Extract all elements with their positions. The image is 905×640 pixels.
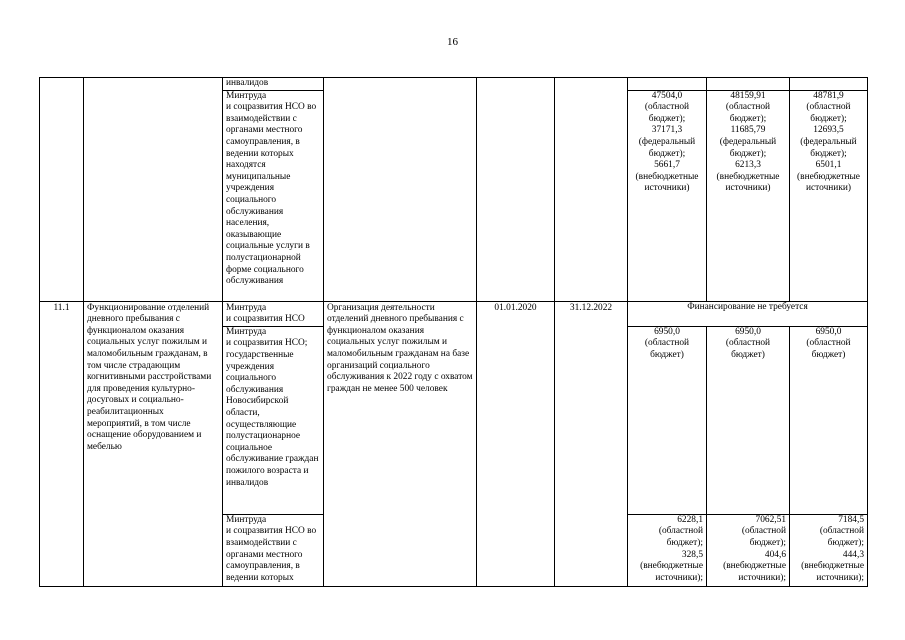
table-row <box>40 78 868 91</box>
cell-financing-none: Финансирование не требуется <box>628 301 868 326</box>
cell-start-cont <box>477 78 555 302</box>
page-number: 16 <box>447 36 458 48</box>
cell-amount-cont-3: 48781,9 (областной бюджет); 12693,5 (федеральный бюджет); 6501,1 (внебюджетные источники) <box>790 90 868 301</box>
cell-amount3-3: 7184,5 (областной бюджет); 444,3 (внебюджетные источники); <box>790 514 868 586</box>
cell-executor-1: Минтруда и соцразвития НСО <box>223 301 324 326</box>
cell-executor-cont-b: Минтруда и соцразвития НСО во взаимодействии с органами местного самоуправления, в ведении которых находятся муниципальные учреждения социального обслуживания населения, оказывающие социальные услуги в полустационарной форме социального обслуживания <box>223 90 324 301</box>
cell-executor-cont-a: инвалидов <box>223 78 324 91</box>
cell-amount3-1: 6228,1 (областной бюджет); 328,5 (внебюджетные источники); <box>628 514 707 586</box>
cell-year2-cont-a <box>707 78 790 91</box>
cell-amount2-2: 6950,0 (областной бюджет) <box>707 326 790 514</box>
cell-result-cont <box>324 78 477 302</box>
table-row <box>40 301 868 326</box>
cell-amount-cont-2: 48159,91 (областной бюджет); 11685,79 (федеральный бюджет); 6213,3 (внебюджетные источники) <box>707 90 790 301</box>
cell-amount2-3: 6950,0 (областной бюджет) <box>790 326 868 514</box>
cell-executor-3: Минтруда и соцразвития НСО во взаимодействии с органами местного самоуправления, в ведении которых <box>223 514 324 586</box>
cell-date-start: 01.01.2020 <box>477 301 555 586</box>
cell-amount3-2: 7062,51 (областной бюджет); 404,6 (внебюджетные источники); <box>707 514 790 586</box>
cell-result: Организация деятельности отделений дневного пребывания с функционалом оказания социальных услуг пожилым и маломобильным гражданам на базе организаций социального обслуживания к 2022 году с охватом граждан не менее 500 человек <box>324 301 477 586</box>
cell-year1-cont-a <box>628 78 707 91</box>
cell-end-cont <box>555 78 628 302</box>
cell-name-cont <box>84 78 223 302</box>
cell-executor-2: Минтруда и соцразвития НСО; государственные учреждения социального обслуживания Новосибирской области, осуществляющие полустационарное социальное обслуживание граждан пожилого возраста и инвалидов <box>223 326 324 514</box>
cell-item-number: 11.1 <box>40 301 84 586</box>
cell-date-end: 31.12.2022 <box>555 301 628 586</box>
cell-item-name: Функционирование отделений дневного пребывания с функционалом оказания социальных услуг пожилым и маломобильным гражданам, в том числе страдающим когнитивными расстройствами для проведения культурно-досуговых и социально-реабилитационных мероприятий, в том числе оснащение оборудованием и мебелью <box>84 301 223 586</box>
program-table <box>39 77 868 587</box>
cell-amount-cont-1: 47504,0 (областной бюджет); 37171,3 (федеральный бюджет); 5661,7 (внебюджетные источники) <box>628 90 707 301</box>
cell-amount2-1: 6950,0 (областной бюджет) <box>628 326 707 514</box>
cell-number-cont <box>40 78 84 302</box>
cell-year3-cont-a <box>790 78 868 91</box>
